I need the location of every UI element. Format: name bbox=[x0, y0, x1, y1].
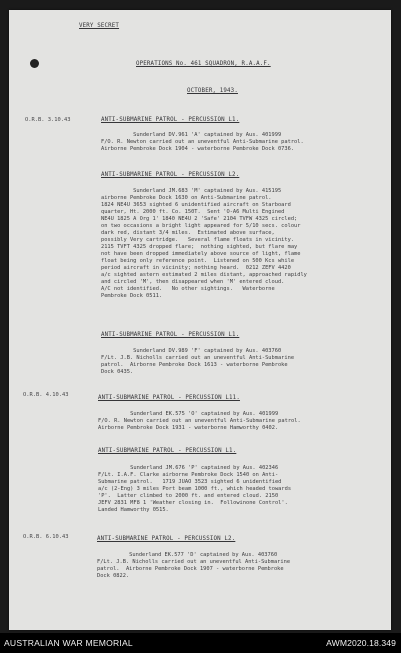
entry-line: 'P'. Latter climbed to 2000 ft. and entered cloud. 2150 bbox=[98, 493, 279, 499]
entry-line: F/O. R. Newton carried out an uneventful Anti-Submarine patrol. bbox=[101, 139, 304, 145]
entry-line: Sunderland DV.961 'A' captained by Aus. 401999 bbox=[101, 132, 282, 138]
entry-line: on two occasions a bright light appeared for 5/10 secs. colour bbox=[101, 223, 301, 229]
document-page bbox=[9, 10, 391, 630]
entry-line: patrol. Airborne Pembroke Dock 1613 - waterborne Pembroke bbox=[101, 362, 288, 368]
entry-line: quarter, Ht. 2000 ft. Co. 150T. Sent 'O-A6 Multi Engined bbox=[101, 209, 285, 215]
document-month: OCTOBER, 1943. bbox=[187, 88, 238, 94]
entry-line: 2115 TVFT 4325 dropped flare; nothing sighted, but flare may bbox=[101, 244, 298, 250]
entry-line: dark red, distant 3/4 miles. Estimated above surface, bbox=[101, 230, 275, 236]
entry-line: Sunderland DV.989 'F' captained by Aus. 403760 bbox=[101, 348, 282, 354]
punch-hole bbox=[30, 59, 39, 68]
entry-line: Sunderland JM.676 'P' captained by Aus. 402346 bbox=[98, 465, 279, 471]
entry-line: and circled 'M', then disappeared when 'M' entered cloud. bbox=[101, 279, 285, 285]
document-title: OPERATIONS No. 461 SQUADRON, R.A.A.F. bbox=[136, 61, 271, 67]
orb-reference: O.R.B. 4.10.43 bbox=[23, 392, 69, 398]
entry-line: 1824 NE4U 3653 sighted 6 unidentified aircraft on Starboard bbox=[101, 202, 291, 208]
entry-line: patrol. Airborne Pembroke Dock 1907 - waterborne Pembroke bbox=[97, 566, 284, 572]
entry-line: float being only reference point. Listened on 500 Kcs while bbox=[101, 258, 295, 264]
entry-line: NE4U 1825 A Org 1' 1840 NE4U 2 'Safe' 2104 TVFW 4325 circled; bbox=[101, 216, 298, 222]
entry-heading: ANTI-SUBMARINE PATROL - PERCUSSION L2. bbox=[101, 172, 240, 178]
entry-heading: ANTI-SUBMARINE PATROL - PERCUSSION L11. bbox=[98, 395, 240, 401]
entry-heading: ANTI-SUBMARINE PATROL - PERCUSSION L1. bbox=[101, 332, 240, 338]
entry-line: Airborne Pembroke Dock 1904 - waterborne Pembroke Dock 0736. bbox=[101, 146, 295, 152]
entry-line: Dock 0435. bbox=[101, 369, 134, 375]
entry-line: Sunderland EK.577 'D' captained by Aus. 403760 bbox=[97, 552, 278, 558]
entry-line: Airborne Pembroke Dock 1931 - waterborne Hamworthy 0402. bbox=[98, 425, 279, 431]
entry-line: F/Lt. J.B. Nicholls carried out an uneventful Anti-Submarine bbox=[97, 559, 291, 565]
entry-line: period aircraft in vicinity; nothing heard. 0212 ZEFV 4420 bbox=[101, 265, 291, 271]
entry-line: A/C not identified. No other sightings. Waterborne bbox=[101, 286, 275, 292]
entry-line: Sunderland JM.683 'M' captained by Aus. 415195 bbox=[101, 188, 282, 194]
entry-line: a/c (2-Eng) 3 miles Port beam 1000 ft., which headed towards bbox=[98, 486, 292, 492]
entry-line: F/Lt. I.A.F. Clarke airborne Pembroke Dock 1540 on Anti- bbox=[98, 472, 279, 478]
entry-heading: ANTI-SUBMARINE PATROL - PERCUSSION L2. bbox=[97, 536, 236, 542]
orb-reference: O.R.B. 3.10.43 bbox=[25, 117, 71, 123]
entry-line: JEFV 2831 MF8 1 'Weather closing in. Followinone Control'. bbox=[98, 500, 288, 506]
entry-line: airborne Pembroke Dock 1630 on Anti-Submarine patrol. bbox=[101, 195, 272, 201]
entry-line: Pembroke Dock 0511. bbox=[101, 293, 163, 299]
entry-line: possibly Very cartridge. Several flame floats in vicinity. bbox=[101, 237, 295, 243]
archive-footer bbox=[0, 633, 401, 653]
entry-line: Dock 0822. bbox=[97, 573, 130, 579]
archive-reference: AWM2020.18.349 bbox=[326, 638, 396, 648]
entry-line: F/O. R. Newton carried out an uneventful Anti-Submarine patrol. bbox=[98, 418, 301, 424]
entry-heading: ANTI-SUBMARINE PATROL - PERCUSSION L1. bbox=[98, 448, 237, 454]
entry-heading: ANTI-SUBMARINE PATROL - PERCUSSION L1. bbox=[101, 117, 240, 123]
entry-line: F/Lt. J.B. Nicholls carried out an uneventful Anti-Submarine bbox=[101, 355, 295, 361]
entry-line: Landed Hamworthy 0515. bbox=[98, 507, 169, 513]
orb-reference: O.R.B. 6.10.43 bbox=[23, 534, 69, 540]
archive-source: AUSTRALIAN WAR MEMORIAL bbox=[4, 638, 133, 648]
entry-line: Sunderland EK.575 'O' captained by Aus. 401999 bbox=[98, 411, 279, 417]
entry-line: not have been dropped immediately above source of light, flame bbox=[101, 251, 301, 257]
entry-line: Submarine patrol. 1719 JUAO 3523 sighted 6 unidentified bbox=[98, 479, 282, 485]
entry-line: a/c sighted astern estimated 2 miles distant, approached rapidly bbox=[101, 272, 307, 278]
classification-header: VERY SECRET bbox=[79, 23, 120, 29]
